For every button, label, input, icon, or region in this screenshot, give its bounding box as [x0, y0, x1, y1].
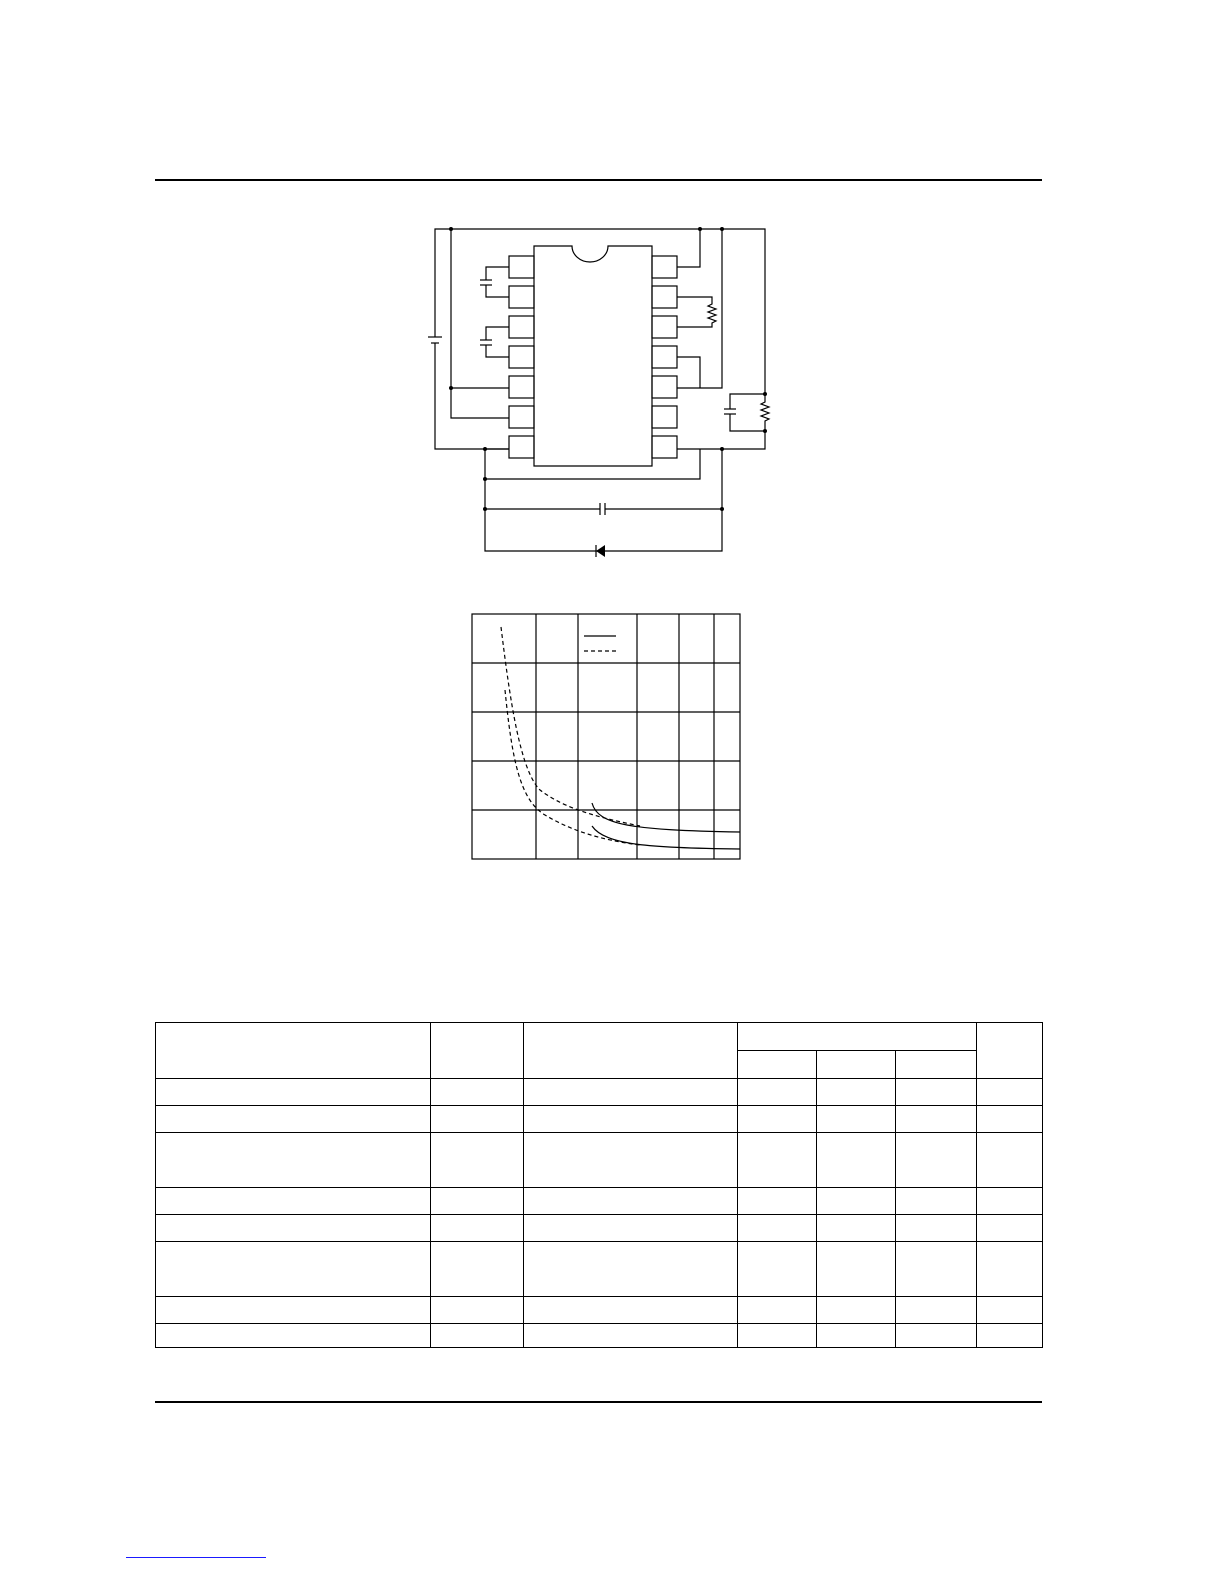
header-conditions	[524, 1023, 738, 1079]
ic-pin-2	[509, 286, 534, 308]
table-row	[156, 1215, 1043, 1242]
electrical-characteristics-table	[155, 1022, 1043, 1348]
table-row	[156, 1106, 1043, 1133]
header-unit	[977, 1023, 1043, 1079]
application-circuit-diagram	[420, 222, 780, 562]
table-row	[156, 1188, 1043, 1215]
header-typ	[817, 1051, 896, 1079]
ic-pin-10	[652, 376, 677, 398]
table-row	[156, 1297, 1043, 1324]
ic-body	[534, 246, 652, 466]
footer-link-underline[interactable]	[126, 1557, 266, 1558]
ic-pin-6	[509, 406, 534, 428]
table-row	[156, 1133, 1043, 1188]
ic-pin-3	[509, 316, 534, 338]
header-symbol	[431, 1023, 524, 1079]
footer-rule	[155, 1401, 1042, 1403]
ic-pin-11	[652, 346, 677, 368]
ic-pin-1	[509, 256, 534, 278]
header-max	[896, 1051, 977, 1079]
ic-pin-12	[652, 316, 677, 338]
header-parameter	[156, 1023, 431, 1079]
table-row	[156, 1079, 1043, 1106]
header-ratings	[738, 1023, 977, 1051]
diode-symbol	[596, 545, 605, 557]
ic-pin-4	[509, 346, 534, 368]
series-dashed-upper	[501, 627, 640, 826]
header-rule	[155, 179, 1042, 181]
ic-pin-7	[509, 436, 534, 458]
characteristic-curve-graph	[468, 610, 748, 865]
table-row	[156, 1324, 1043, 1348]
ic-pin-8	[652, 436, 677, 458]
series-solid-upper	[592, 803, 740, 832]
ic-pin-5	[509, 376, 534, 398]
ic-pin-13	[652, 286, 677, 308]
ic-pin-14	[652, 256, 677, 278]
table-row	[156, 1242, 1043, 1297]
ic-pin-9	[652, 406, 677, 428]
header-min	[738, 1051, 817, 1079]
